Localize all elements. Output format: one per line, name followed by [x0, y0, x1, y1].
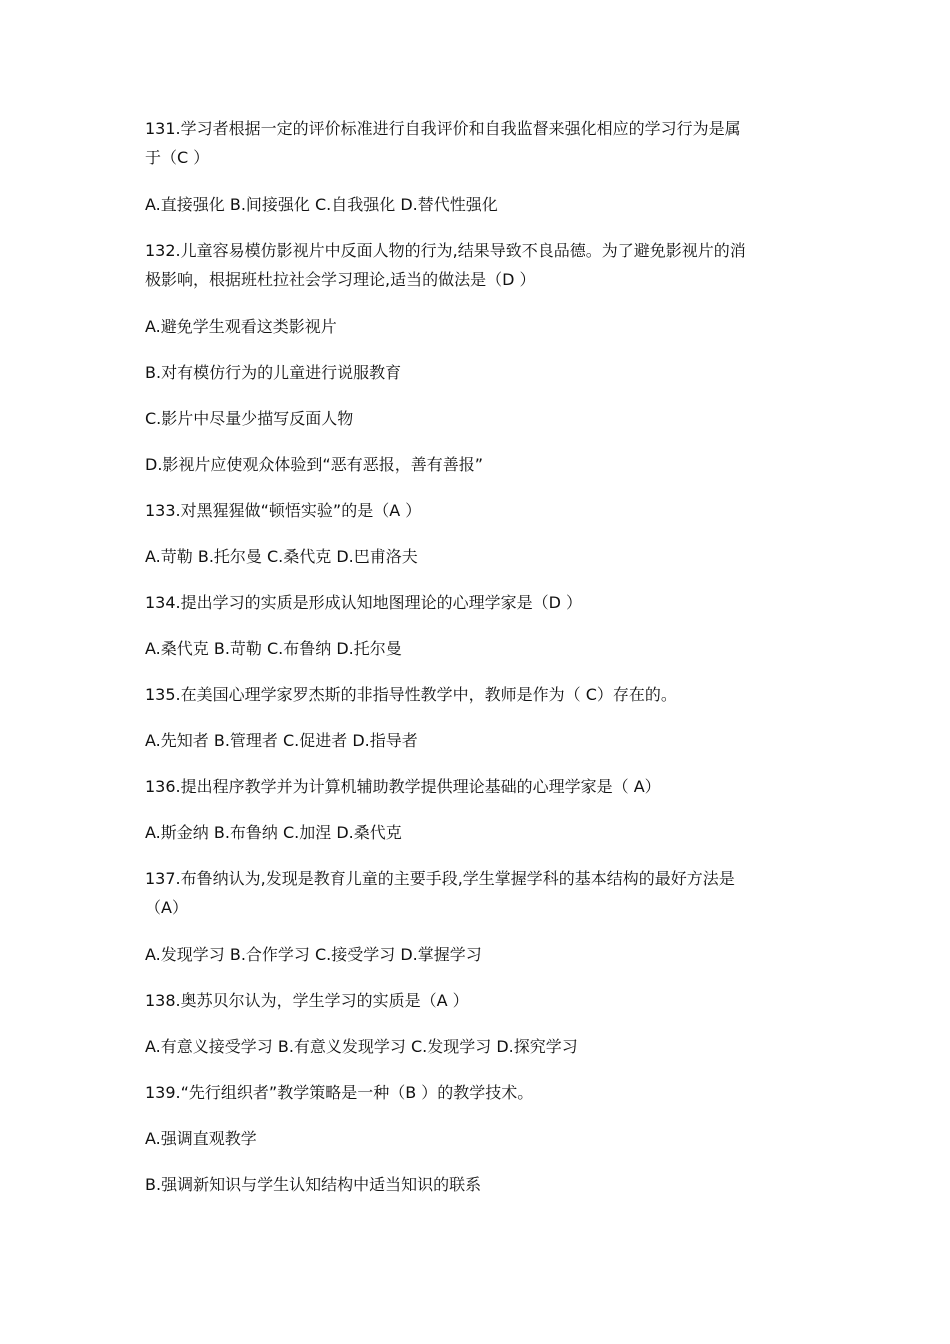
question-138-stem: 138.奥苏贝尔认为，学生学习的实质是（A ）: [145, 991, 469, 1010]
question-133-stem: 133.对黑猩猩做“顿悟实验”的是（A ）: [145, 501, 422, 520]
question-132-option-b: B.对有模仿行为的儿童进行说服教育: [145, 363, 402, 382]
question-132-stem-line1: 132.儿童容易模仿影视片中反面人物的行为,结果导致不良品德。为了避免影视片的消: [145, 241, 746, 260]
question-132-option-c: C.影片中尽量少描写反面人物: [145, 409, 354, 428]
question-139-option-b: B.强调新知识与学生认知结构中适当知识的联系: [145, 1175, 482, 1194]
question-137-stem-line2: （A）: [145, 898, 188, 917]
question-136-stem: 136.提出程序教学并为计算机辅助教学提供理论基础的心理学家是（ A）: [145, 777, 661, 796]
question-134-stem: 134.提出学习的实质是形成认知地图理论的心理学家是（D ）: [145, 593, 583, 612]
question-131-stem-line2: 于（C ）: [145, 148, 210, 167]
question-131-stem-line1: 131.学习者根据一定的评价标准进行自我评价和自我监督来强化相应的学习行为是属: [145, 119, 741, 138]
question-132-stem-line2: 极影响，根据班杜拉社会学习理论,适当的做法是（D ）: [145, 270, 536, 289]
question-131-options: A.直接强化 B.间接强化 C.自我强化 D.替代性强化: [145, 195, 498, 214]
question-132-option-a: A.避免学生观看这类影视片: [145, 317, 337, 336]
question-136-options: A.斯金纳 B.布鲁纳 C.加涅 D.桑代克: [145, 823, 402, 842]
question-139-option-a: A.强调直观教学: [145, 1129, 257, 1148]
question-137-options: A.发现学习 B.合作学习 C.接受学习 D.掌握学习: [145, 945, 482, 964]
question-132-option-d: D.影视片应使观众体验到“恶有恶报，善有善报”: [145, 455, 483, 474]
question-139-stem: 139.“先行组织者”教学策略是一种（B ）的教学技术。: [145, 1083, 534, 1102]
question-137-stem-line1: 137.布鲁纳认为,发现是教育儿童的主要手段,学生掌握学科的基本结构的最好方法是: [145, 869, 735, 888]
question-133-options: A.苛勒 B.托尔曼 C.桑代克 D.巴甫洛夫: [145, 547, 418, 566]
question-138-options: A.有意义接受学习 B.有意义发现学习 C.发现学习 D.探究学习: [145, 1037, 578, 1056]
question-135-options: A.先知者 B.管理者 C.促进者 D.指导者: [145, 731, 418, 750]
question-135-stem: 135.在美国心理学家罗杰斯的非指导性教学中，教师是作为（ C）存在的。: [145, 685, 677, 704]
question-134-options: A.桑代克 B.苛勒 C.布鲁纳 D.托尔曼: [145, 639, 402, 658]
